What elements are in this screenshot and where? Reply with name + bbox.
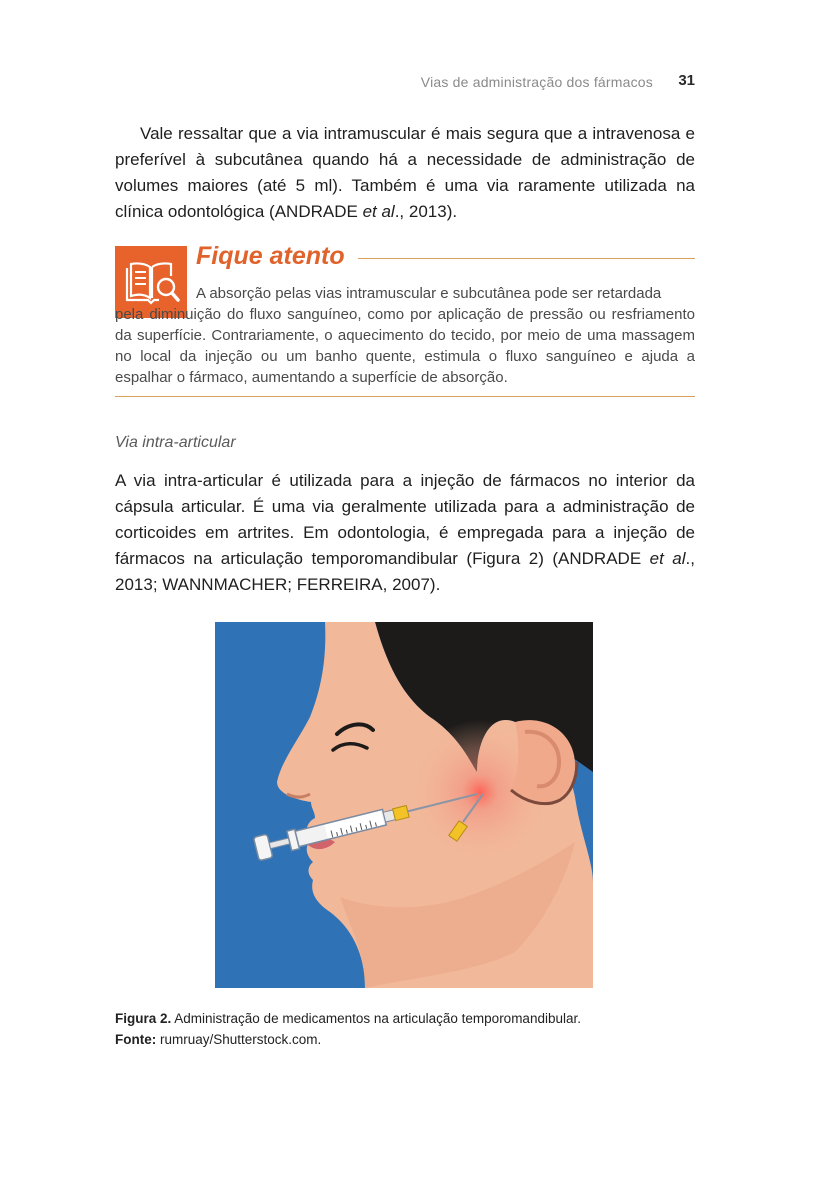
caption-line xyxy=(115,1008,695,1029)
paragraph-text: Vale ressaltar que a via intramuscular é mais segura que a intravenosa e preferível à subcutânea quando há a necessidade de administração de volumes maiores (até 5 ml). Também é uma via raramente utilizada na clínica odontológica (ANDRADE xyxy=(115,124,695,221)
paragraph-text: A via intra-articular é utilizada para a injeção de fármacos no interior da cápsula articular. É uma via geralmente utilizada para a administração de corticoides em artrites. Em odontologia, é empregada para a injeção de fármacos na articulação temporomandibular (Figura 2) (ANDRADE xyxy=(115,471,695,568)
running-header xyxy=(115,72,695,94)
figure-illustration xyxy=(215,622,593,988)
paragraph-text-end: ., 2013). xyxy=(394,202,458,221)
caption-text: Administração de medicamentos na articulação temporomandibular. xyxy=(171,1011,581,1026)
callout-line-1: A absorção pelas vias intramuscular e subcutânea pode ser retardada xyxy=(196,285,662,302)
callout-text: pela diminuição do fluxo sanguíneo, como por aplicação de pressão ou resfriamento da superfície. Contrariamente, o aquecimento do tecido, por meio de uma massagem no local da injeção ou um banho quente, estimula o fluxo sanguíneo e ajuda a espalhar o fármaco, aumentando a superfície de absorção. xyxy=(115,306,695,386)
chapter-title: Vias de administração dos fármacos xyxy=(420,74,653,90)
paragraph-intra-articular xyxy=(115,468,695,598)
callout-top-rule xyxy=(358,258,695,259)
page-number: 31 xyxy=(678,72,695,89)
paragraph-intramuscular xyxy=(115,121,695,225)
source-label: Fonte: xyxy=(115,1032,157,1047)
figure-caption xyxy=(115,1008,695,1050)
etal-text: et al xyxy=(649,549,686,568)
callout-box xyxy=(115,240,695,398)
callout-body xyxy=(115,283,695,388)
callout-bottom-rule xyxy=(115,396,695,397)
etal-text: et al xyxy=(362,202,395,221)
source-text: rumruay/Shutterstock.com. xyxy=(156,1032,322,1047)
paragraph-text-end: ., 2013; WANNMACHER; FERREIRA, 2007). xyxy=(115,549,695,594)
caption-label: Figura 2. xyxy=(115,1011,172,1026)
source-line xyxy=(115,1029,695,1050)
section-subheading: Via intra-articular xyxy=(115,434,236,451)
callout-heading: Fique atento xyxy=(196,242,345,270)
